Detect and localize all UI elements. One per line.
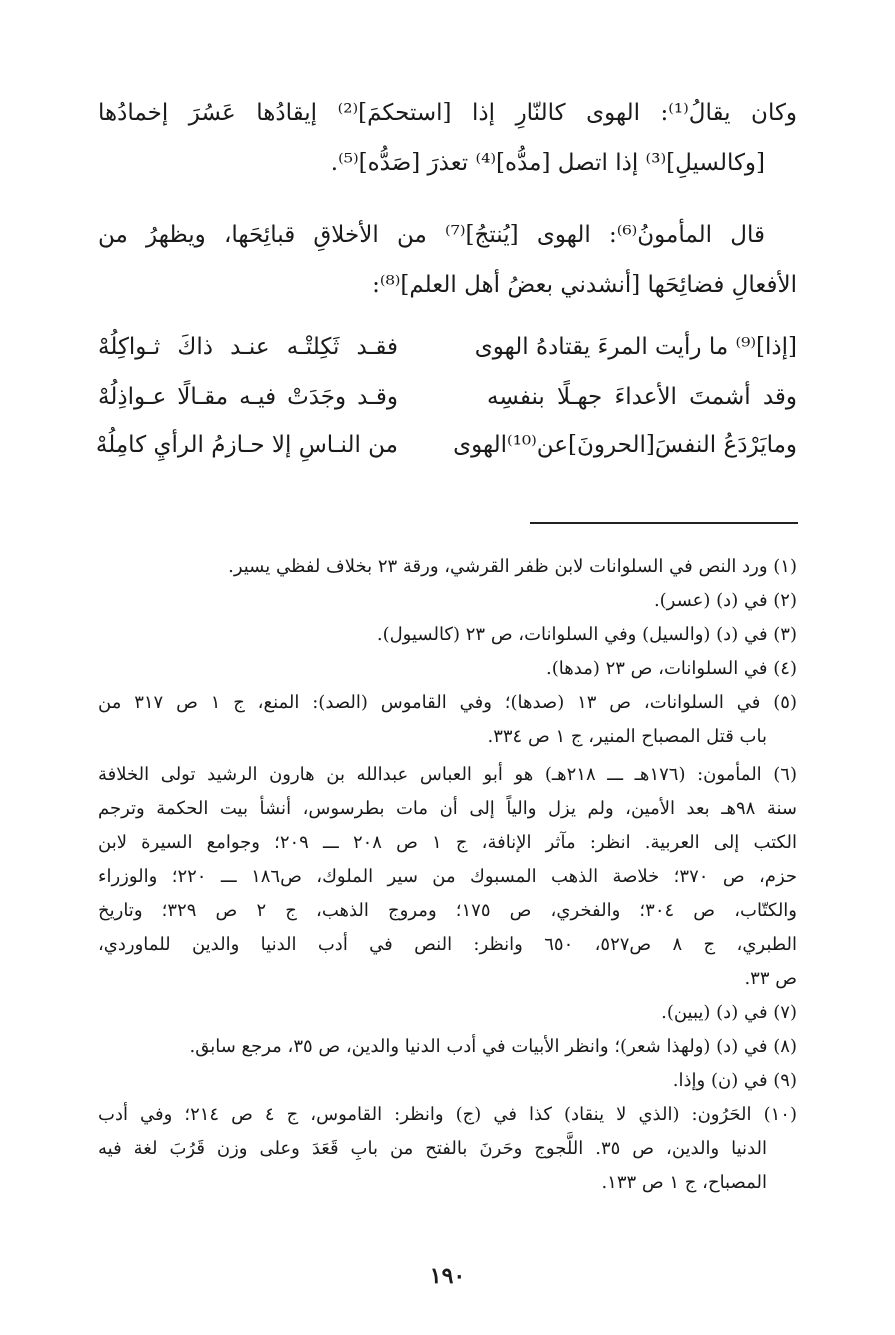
footnote-continuation: الطبري، ج ٨ ص٥٢٧، ٦٥٠ وانظر: النص في أدب الدنيا والدين للماوردي،	[98, 934, 798, 955]
body-text-line: الأفعالِ فضائِحَها [أنشدني بعضُ أهل العلم]⁽⁸⁾:	[372, 272, 797, 298]
footnote-continuation: باب قتل المصباح المنير، ج ١ ص ٣٣٤.	[487, 726, 767, 747]
footnote: (١) ورد النص في السلوانات لابن ظفر القرشي، ورقة ٢٣ بخلاف لفظي يسير.	[228, 556, 797, 577]
footnote-continuation: حزم، ص ٣٧٠؛ خلاصة الذهب المسبوك من سير الملوك، ص١٨٦ ـــ ٢٢٠؛ والوزراء	[98, 866, 797, 887]
poem-verse	[95, 432, 797, 468]
verse-first-hemistich: وقد أشمتَ الأعداءَ جهـلًا بنفسِه	[487, 384, 797, 410]
body-text-line: وكان يقالُ⁽¹⁾: الهوى كالنّارِ إذا [استحكمَ]⁽²⁾ إيقادُها عَسُرَ إخمادُها	[98, 100, 798, 126]
footnote-continuation: الكتب إلى العربية. انظر: مآثر الإنافة، ج ١ ص ٢٠٨ ـــ ٢٠٩؛ وجوامع السيرة لابن	[98, 832, 797, 853]
footnote-separator	[530, 522, 798, 524]
footnote: (٣) في (د) (والسيل) وفي السلوانات، ص ٢٣ (كالسيول).	[376, 624, 797, 645]
footnote: (٨) في (د) (ولهذا شعر)؛ وانظر الأبيات في أدب الدنيا والدين، ص ٣٥، مرجع سابق.	[189, 1036, 797, 1057]
verse-first-hemistich: ومايَرْدَعُ النفسَ[الحرونَ]عن⁽¹⁰⁾الهوى	[453, 432, 797, 458]
body-text-line: قال المأمونُ⁽⁶⁾: الهوى [يُنتجُ]⁽⁷⁾ من الأخلاقِ قبائِحَها، ويظهرُ من	[98, 222, 765, 248]
verse-first-hemistich: [إذا]⁽⁹⁾ ما رأيت المرءَ يقتادهُ الهوى	[474, 334, 797, 360]
footnote: (٧) في (د) (يبين).	[661, 1002, 797, 1023]
footnote: (٢) في (د) (عسر).	[653, 590, 797, 611]
footnote: (٤) في السلوانات، ص ٢٣ (مدها).	[546, 658, 797, 679]
verse-second-hemistich: فقـد ثَكِلتْـه عنـد ذاكَ ثـواكِلُهْ	[98, 334, 398, 360]
footnote: (١٠) الحَرُون: (الذي لا ينقاد) كذا في (ج) وانظر: القاموس، ج ٤ ص ٢١٤؛ وفي أدب	[98, 1104, 797, 1125]
poem-verse	[98, 334, 797, 370]
poem-verse	[98, 384, 797, 420]
footnote: (٦) المأمون: (١٧٦هـ ـــ ٢١٨هـ) هو أبو العباس عبدالله بن هارون الرشيد تولى الخلافة	[98, 764, 797, 785]
footnote-continuation: والكتّاب، ص ٣٠٤؛ والفخري، ص ١٧٥؛ ومروج الذهب، ج ٢ ص ٣٢٩؛ وتاريخ	[98, 900, 797, 921]
footnote: (٥) في السلوانات، ص ١٣ (صدها)؛ وفي القاموس (الصد): المنع، ج ١ ص ٣١٧ من	[98, 692, 797, 713]
footnote-continuation: الدنيا والدين، ص ٣٥. اللَّجوج وحَرنَ بالفتح من بابِ قَعَدَ وعلى وزن قَرُبَ لغة فيه	[98, 1138, 768, 1159]
body-text-line: [وكالسيلِ]⁽³⁾ إذا اتصل [مدُّه]⁽⁴⁾ تعذرَ [صَدُّه]⁽⁵⁾.	[330, 150, 765, 176]
verse-second-hemistich: من النـاسِ إلا حـازمُ الرأيِ كامِلُهْ	[95, 432, 398, 458]
footnote: (٩) في (ن) وإذا.	[672, 1070, 797, 1091]
page-number: ١٩٠	[429, 1263, 466, 1289]
footnote-continuation: ص ٣٣.	[744, 968, 797, 989]
footnote-continuation: سنة ٩٨هـ بعد الأمين، ولم يزل والياً إلى أن مات بطرسوس، أنشأ بيت الحكمة وترجم	[98, 798, 797, 819]
verse-second-hemistich: وقـد وجَدَتْ فيـه مقـالًا عـواذِلُهْ	[98, 384, 398, 410]
footnote-continuation: المصباح، ج ١ ص ١٣٣.	[601, 1172, 767, 1193]
